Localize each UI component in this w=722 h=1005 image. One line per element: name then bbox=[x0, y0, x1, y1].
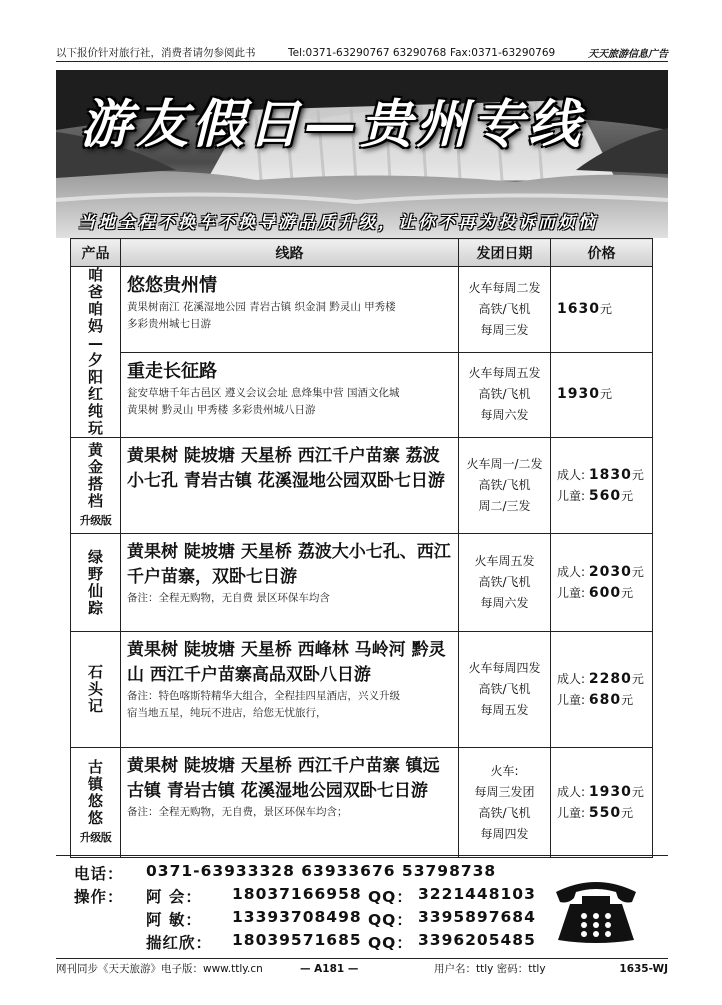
date-cell bbox=[459, 632, 551, 748]
date-line: 周二/三发 bbox=[478, 499, 531, 513]
operator-qq: 3396205485 bbox=[418, 931, 536, 949]
route-title: 悠悠贵州情 bbox=[127, 275, 217, 296]
date-line: 火车每周五发 bbox=[468, 366, 541, 381]
table-row bbox=[71, 438, 653, 534]
product-name: 古镇悠悠 bbox=[87, 758, 103, 827]
price-cell bbox=[551, 267, 653, 353]
child-label: 儿童: bbox=[557, 585, 586, 600]
route-desc: 黄果树 黔灵山 甲秀楼 多彩贵州城八日游 bbox=[127, 403, 316, 416]
date-line: 高铁/飞机 bbox=[478, 575, 531, 589]
operator-name: 阿 敏： bbox=[146, 911, 202, 929]
product-cell bbox=[71, 748, 121, 858]
login-text: 用户名：ttly 密码：ttly bbox=[434, 963, 546, 975]
route-desc: 瓮安草塘千年古邑区 遵义会议会址 息烽集中营 国酒文化城 bbox=[127, 386, 400, 399]
price-value: 1930 bbox=[557, 386, 600, 403]
date-line: 高铁/飞机 bbox=[478, 682, 531, 696]
product-cell bbox=[71, 267, 121, 438]
price-unit: 元 bbox=[631, 671, 644, 686]
telephone-icon bbox=[548, 870, 644, 946]
waterfall-banner bbox=[56, 70, 668, 238]
price-cell bbox=[551, 534, 653, 632]
child-price: 560 bbox=[588, 487, 622, 504]
price-cell bbox=[551, 438, 653, 534]
date-line: 火车: bbox=[490, 763, 519, 778]
route-title: 黄果树 陡坡塘 天星桥 西江千户苗寨 镇远古镇 青岩古镇 花溪湿地公园双卧七日游 bbox=[127, 756, 440, 801]
date-line: 每周六发 bbox=[480, 408, 529, 423]
price-unit: 元 bbox=[621, 805, 634, 820]
product-name: 黄金搭档 bbox=[87, 441, 103, 510]
child-label: 儿童: bbox=[557, 488, 586, 503]
route-cell bbox=[121, 438, 459, 534]
date-cell bbox=[459, 438, 551, 534]
product-sub: 升级版 bbox=[79, 514, 112, 527]
operator-qq: 3395897684 bbox=[418, 908, 536, 926]
bottom-info-bar bbox=[56, 958, 668, 978]
price-unit: 元 bbox=[621, 692, 634, 707]
brand-text: 天天旅游信息广告 bbox=[588, 49, 668, 60]
child-price: 550 bbox=[588, 804, 622, 821]
route-desc: 多彩贵州城七日游 bbox=[127, 318, 211, 330]
date-line: 高铁/飞机 bbox=[478, 301, 531, 316]
route-title: 黄果树 陡坡塘 天星桥 西峰林 马岭河 黔灵山 西江千户苗寨高品双卧八日游 bbox=[127, 640, 446, 685]
qq-label: QQ： bbox=[368, 934, 413, 952]
date-cell bbox=[459, 748, 551, 858]
header-price: 价格 bbox=[551, 239, 653, 267]
header-product: 产品 bbox=[71, 239, 121, 267]
adult-price: 2030 bbox=[588, 563, 632, 580]
table-row bbox=[71, 352, 653, 438]
product-cell bbox=[71, 438, 121, 534]
price-cell bbox=[551, 632, 653, 748]
adult-price: 1930 bbox=[588, 783, 632, 800]
operator-qq: 3221448103 bbox=[418, 885, 536, 903]
adult-label: 成人: bbox=[557, 467, 586, 482]
route-price-table bbox=[70, 238, 653, 858]
qq-label: QQ： bbox=[368, 888, 413, 906]
price-unit: 元 bbox=[599, 387, 612, 402]
date-line: 火车每周二发 bbox=[468, 280, 541, 295]
route-cell bbox=[121, 352, 459, 438]
table-row bbox=[71, 632, 653, 748]
table-row bbox=[71, 534, 653, 632]
table-header-row bbox=[71, 239, 653, 267]
table-row bbox=[71, 748, 653, 858]
date-line: 火车周一/二发 bbox=[466, 457, 543, 471]
operator-row bbox=[74, 885, 536, 907]
top-info-bar bbox=[56, 44, 668, 62]
price-cell bbox=[551, 352, 653, 438]
route-cell bbox=[121, 534, 459, 632]
operator-name: 揣红欣： bbox=[146, 934, 213, 952]
price-cell bbox=[551, 748, 653, 858]
child-price: 600 bbox=[588, 584, 622, 601]
date-line: 火车每周四发 bbox=[468, 661, 541, 675]
date-cell bbox=[459, 534, 551, 632]
date-line: 每周三发团 bbox=[474, 784, 535, 799]
price-unit: 元 bbox=[631, 784, 644, 799]
price-value: 1630 bbox=[557, 300, 600, 317]
operator-label: 操作： bbox=[74, 888, 124, 906]
notice-text: 以下报价针对旅行社，消费者请勿参阅此书 bbox=[56, 47, 256, 59]
product-cell bbox=[71, 632, 121, 748]
route-title: 重走长征路 bbox=[127, 360, 217, 382]
date-line: 高铁/飞机 bbox=[478, 478, 531, 492]
fax-text: Fax:0371-63290769 bbox=[450, 46, 556, 59]
price-unit: 元 bbox=[621, 585, 634, 600]
banner-title: 游友假日—贵州专线 bbox=[80, 94, 585, 155]
child-price: 680 bbox=[588, 691, 622, 708]
date-line: 每周四发 bbox=[480, 826, 529, 841]
product-name: 咱爸咱妈—夕阳红纯玩 bbox=[87, 266, 103, 437]
qq-label: QQ： bbox=[368, 911, 413, 929]
price-unit: 元 bbox=[599, 301, 612, 316]
adult-label: 成人: bbox=[557, 564, 586, 579]
product-name: 石头记 bbox=[87, 663, 103, 715]
phone-label: 电话： bbox=[74, 865, 124, 883]
route-cell bbox=[121, 267, 459, 353]
date-line: 每周六发 bbox=[480, 596, 529, 610]
ad-code: 1635-WJ bbox=[619, 962, 668, 975]
child-label: 儿童: bbox=[557, 692, 586, 707]
website-text: 网刊同步《天天旅游》电子版：www.ttly.cn bbox=[56, 963, 263, 975]
tel-text: Tel:0371-63290767 63290768 bbox=[288, 46, 447, 59]
date-line: 火车周五发 bbox=[474, 554, 535, 568]
product-cell bbox=[71, 534, 121, 632]
child-label: 儿童: bbox=[557, 805, 586, 820]
route-desc: 备注：特色喀斯特精华大组合，全程挂四星酒店，兴义升级 bbox=[127, 690, 400, 702]
date-line: 每周三发 bbox=[480, 322, 529, 337]
date-line: 高铁/飞机 bbox=[478, 387, 531, 402]
date-cell bbox=[459, 352, 551, 438]
date-line: 高铁/飞机 bbox=[478, 805, 531, 820]
route-title: 黄果树 陡坡塘 天星桥 西江千户苗寨 荔波小七孔 青岩古镇 花溪湿地公园双卧七日游 bbox=[127, 446, 445, 491]
page-number: — A181 — bbox=[300, 962, 359, 975]
adult-label: 成人: bbox=[557, 784, 586, 799]
route-desc: 宿当地五星，纯玩不进店，给您无忧旅行， bbox=[127, 707, 327, 719]
table-row bbox=[71, 267, 653, 353]
date-cell bbox=[459, 267, 551, 353]
route-desc: 备注：全程无购物，无自费，景区环保车均含； bbox=[127, 806, 348, 818]
route-title: 黄果树 陡坡塘 天星桥 荔波大小七孔、西江千户苗寨，双卧七日游 bbox=[127, 542, 451, 587]
route-desc: 备注：全程无购物，无自费 景区环保车均含 bbox=[127, 592, 330, 604]
adult-price: 1830 bbox=[588, 466, 632, 483]
price-unit: 元 bbox=[631, 564, 644, 579]
route-cell bbox=[121, 748, 459, 858]
operator-phone: 18039571685 bbox=[232, 931, 362, 949]
header-route: 线路 bbox=[121, 239, 459, 267]
operator-phone: 18037166958 bbox=[232, 885, 362, 903]
operator-phone: 13393708498 bbox=[232, 908, 362, 926]
date-line: 每周五发 bbox=[480, 703, 529, 717]
phone-numbers: 0371-63933328 63933676 53798738 bbox=[146, 862, 497, 880]
adult-price: 2280 bbox=[588, 670, 632, 687]
operator-name: 阿 会： bbox=[146, 888, 202, 906]
route-desc: 黄果树南江 花溪湿地公园 青岩古镇 织金洞 黔灵山 甲秀楼 bbox=[127, 301, 396, 313]
price-unit: 元 bbox=[621, 488, 634, 503]
product-sub: 升级版 bbox=[79, 831, 112, 844]
route-cell bbox=[121, 632, 459, 748]
price-unit: 元 bbox=[631, 467, 644, 482]
operator-row bbox=[74, 908, 536, 930]
product-name: 绿野仙踪 bbox=[87, 547, 103, 617]
operator-row bbox=[74, 931, 536, 953]
header-date: 发团日期 bbox=[459, 239, 551, 267]
adult-label: 成人: bbox=[557, 671, 586, 686]
phone-row bbox=[74, 862, 496, 884]
banner-slogan: 当地全程不换车不换导游品质升级，让你不再为投诉而烦恼 bbox=[78, 213, 598, 233]
contact-section bbox=[56, 855, 668, 957]
